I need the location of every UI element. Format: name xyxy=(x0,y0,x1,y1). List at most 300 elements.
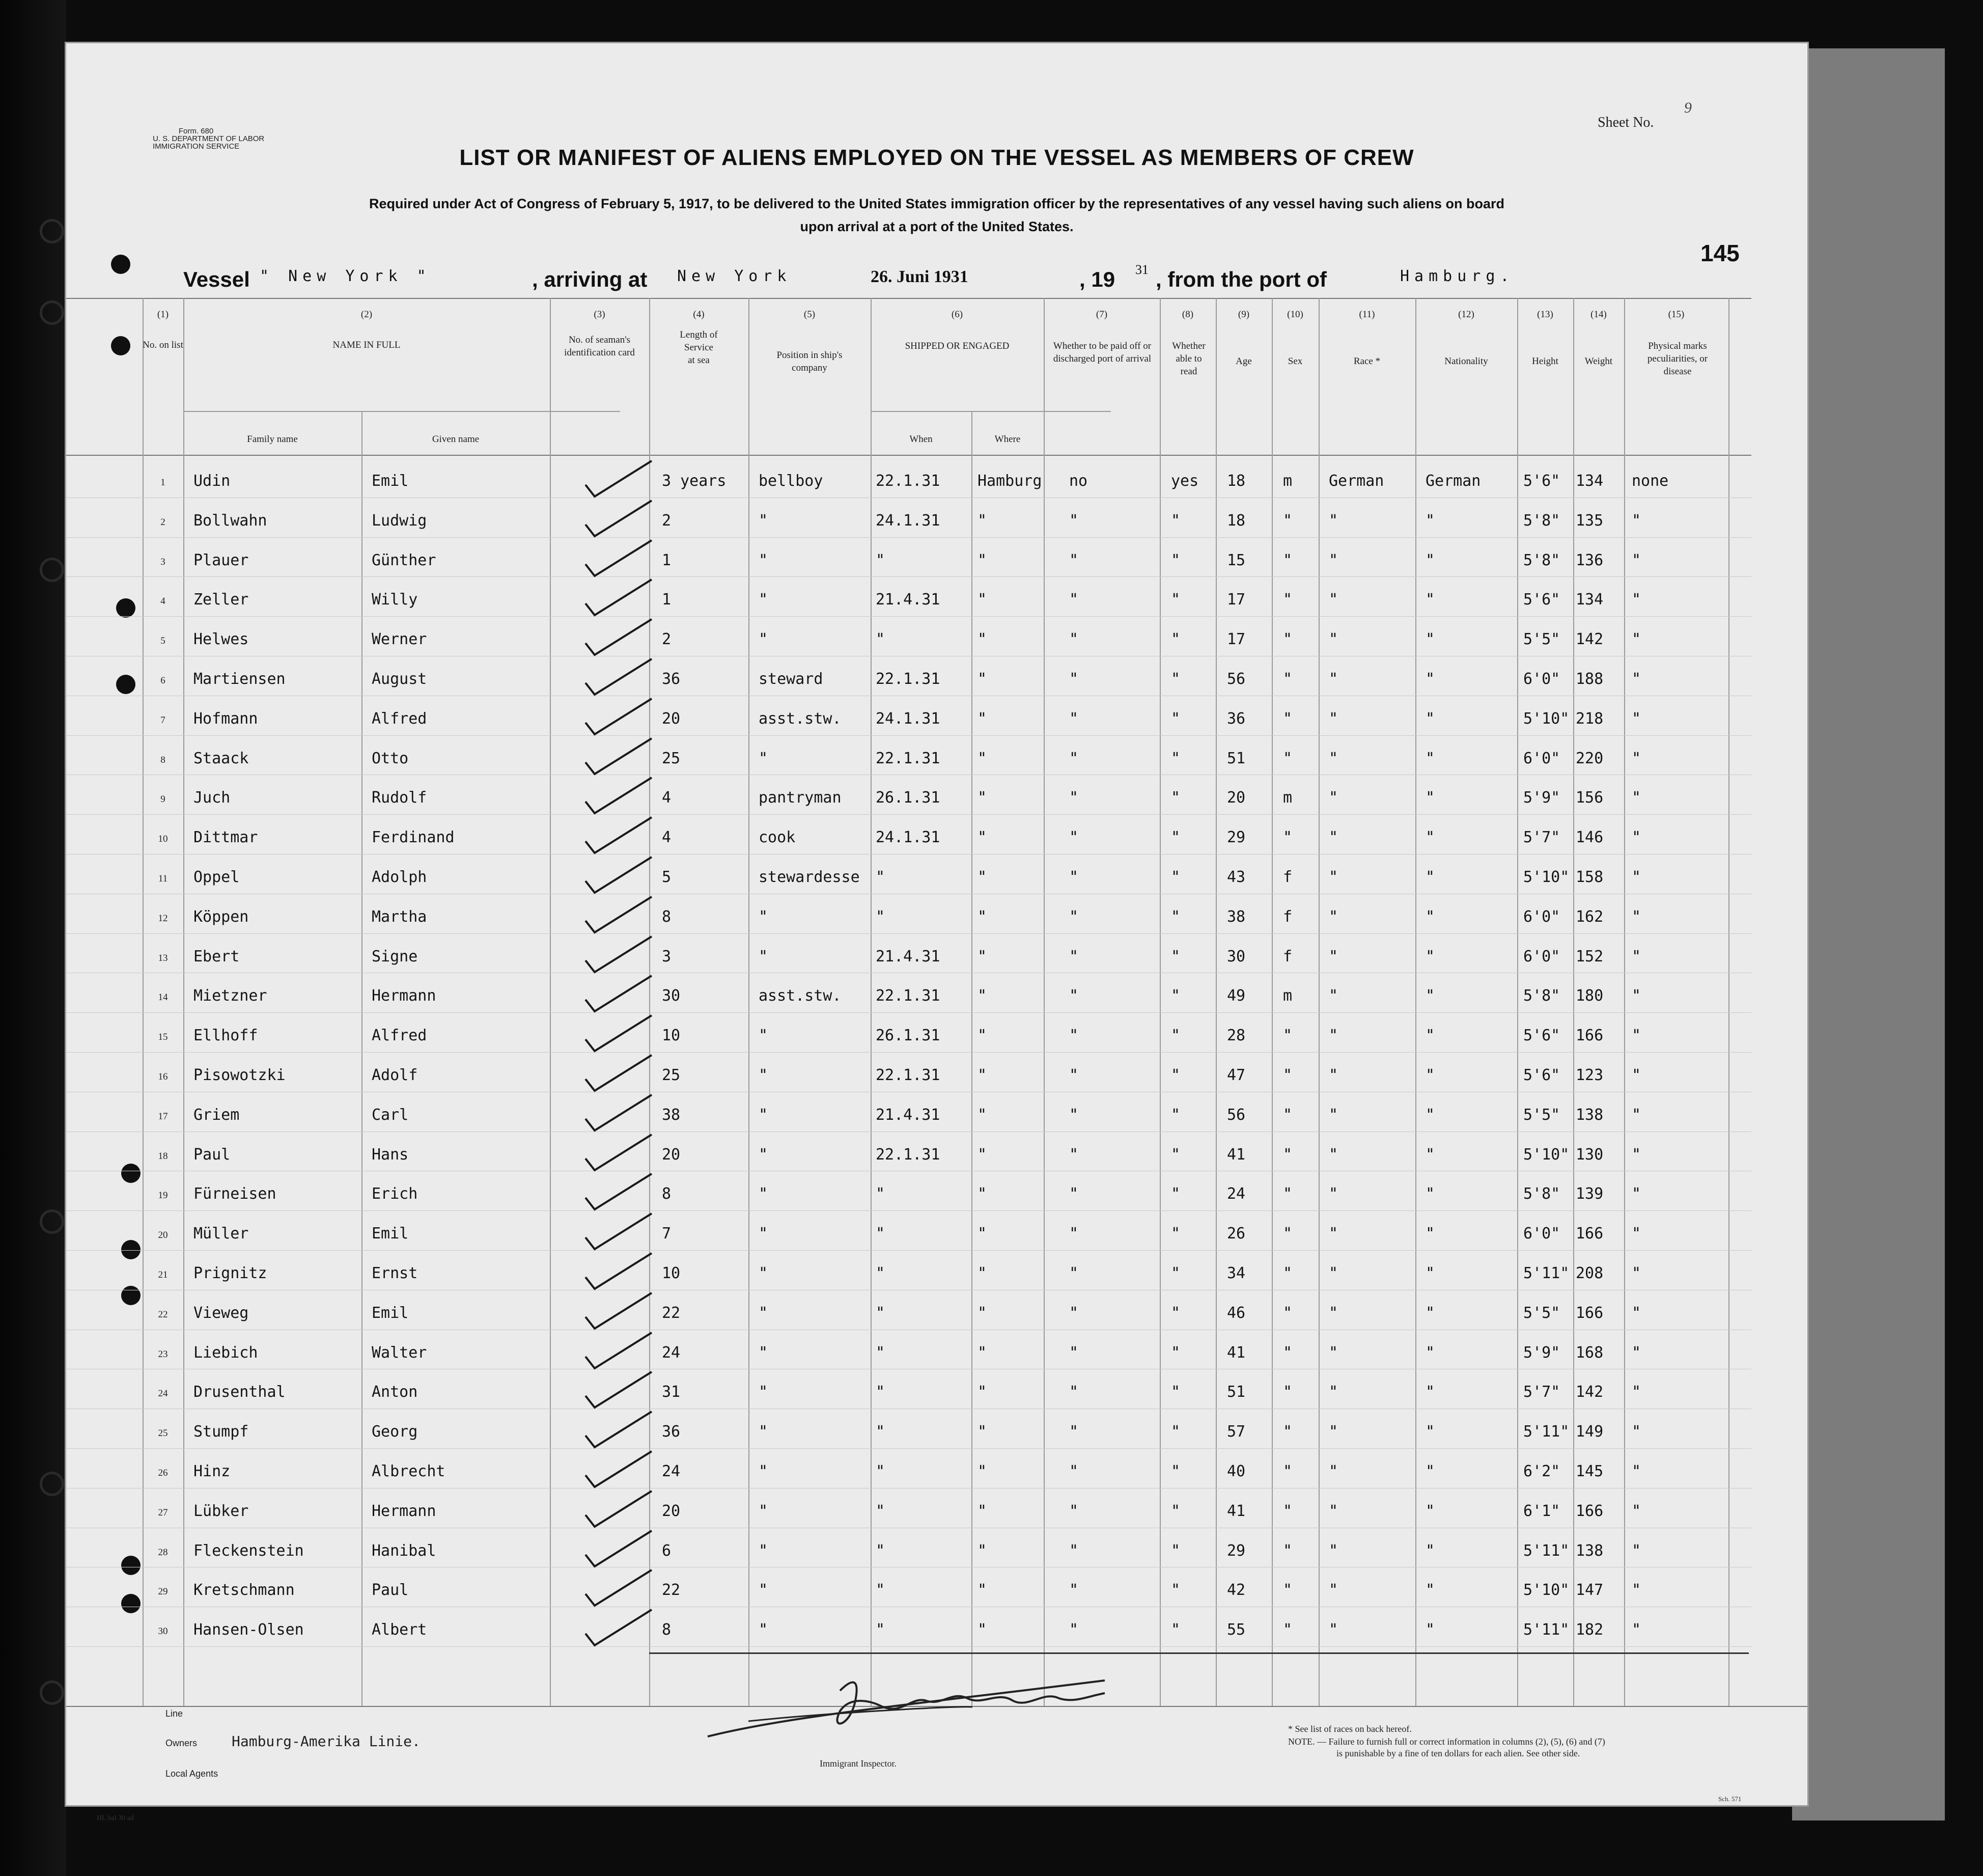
col-header-family: Family name xyxy=(247,434,298,445)
position: " xyxy=(759,551,768,569)
race: " xyxy=(1329,987,1338,1005)
family-name: Udin xyxy=(193,472,231,490)
service-length: 2 xyxy=(662,630,672,649)
col-header-no: No. on list xyxy=(143,340,183,350)
family-name: Plauer xyxy=(193,551,249,569)
nationality: " xyxy=(1426,630,1435,649)
physical-marks: " xyxy=(1632,789,1641,807)
shipped-where: " xyxy=(977,1225,987,1243)
position: " xyxy=(759,1383,768,1401)
paid-off: " xyxy=(1069,1463,1079,1480)
nationality: " xyxy=(1426,987,1435,1005)
check-mark-icon xyxy=(575,932,667,978)
service-length: 8 xyxy=(662,1185,672,1203)
sex: " xyxy=(1283,1581,1293,1599)
service-length: 4 xyxy=(662,789,672,807)
shipped-when: 24.1.31 xyxy=(876,829,940,847)
age: 24 xyxy=(1227,1185,1246,1203)
weight: 123 xyxy=(1576,1066,1604,1084)
service-length: 10 xyxy=(662,1027,681,1045)
row-number: 7 xyxy=(160,714,165,726)
age: 51 xyxy=(1227,749,1246,767)
physical-marks: " xyxy=(1632,1066,1641,1084)
paid-off: " xyxy=(1069,1423,1079,1441)
form-number: Form. 680 xyxy=(178,127,214,135)
nationality: German xyxy=(1426,472,1481,490)
vessel-label: Vessel xyxy=(183,267,250,291)
given-name: Günther xyxy=(372,551,436,569)
shipped-when: 26.1.31 xyxy=(876,1027,940,1045)
sex: " xyxy=(1283,1264,1293,1282)
check-mark-icon xyxy=(575,853,667,899)
nationality: " xyxy=(1426,1304,1435,1322)
shipped-where: " xyxy=(977,591,987,609)
able-to-read: " xyxy=(1171,1145,1181,1164)
family-name: Prignitz xyxy=(193,1264,267,1282)
nationality: " xyxy=(1426,749,1435,767)
shipped-where: " xyxy=(977,1621,987,1639)
height: 5'10" xyxy=(1523,1145,1570,1164)
service-length: 8 xyxy=(662,907,672,926)
row-rule xyxy=(66,1210,1751,1211)
age: 55 xyxy=(1227,1621,1246,1639)
shipped-where: " xyxy=(977,1106,987,1124)
check-mark-icon xyxy=(575,734,667,780)
service-length: 20 xyxy=(662,1502,681,1520)
row-number: 14 xyxy=(158,992,168,1003)
height: 5'10" xyxy=(1523,1581,1570,1599)
height: 5'5" xyxy=(1523,1304,1560,1322)
shipped-when: " xyxy=(876,1621,885,1639)
race: " xyxy=(1329,551,1338,569)
family-name: Mietzner xyxy=(193,987,267,1005)
paid-off: " xyxy=(1069,868,1079,886)
end-of-list-rule xyxy=(649,1652,1749,1654)
row-number: 1 xyxy=(160,477,165,488)
physical-marks: " xyxy=(1632,1027,1641,1045)
position: " xyxy=(759,591,768,609)
position: " xyxy=(759,1581,768,1599)
height: 5'8" xyxy=(1523,551,1560,569)
race: " xyxy=(1329,1463,1338,1480)
sex: " xyxy=(1283,1343,1293,1362)
nationality: " xyxy=(1426,947,1435,965)
penalty-note-1: NOTE. — Failure to furnish full or correct information in columns (2), (5), (6) and (7) xyxy=(1288,1736,1605,1747)
height: 5'9" xyxy=(1523,1343,1560,1362)
height: 5'5" xyxy=(1523,630,1560,649)
shipped-where: " xyxy=(977,947,987,965)
able-to-read: " xyxy=(1171,749,1181,767)
service-length: 5 xyxy=(662,868,672,886)
able-to-read: " xyxy=(1171,1225,1181,1243)
shipped-when: 24.1.31 xyxy=(876,511,940,530)
age: 46 xyxy=(1227,1304,1246,1322)
service-length: 30 xyxy=(662,987,681,1005)
able-to-read: " xyxy=(1171,829,1181,847)
service-length: 1 xyxy=(662,551,672,569)
race: " xyxy=(1329,1383,1338,1401)
age: 17 xyxy=(1227,630,1246,649)
row-number: 12 xyxy=(158,913,168,924)
weight: 152 xyxy=(1576,947,1604,965)
check-mark-icon xyxy=(575,1329,667,1374)
sex: " xyxy=(1283,1621,1293,1639)
given-name: Ferdinand xyxy=(372,829,455,847)
age: 42 xyxy=(1227,1581,1246,1599)
paid-off: " xyxy=(1069,1621,1079,1639)
physical-marks: " xyxy=(1632,907,1641,926)
weight: 182 xyxy=(1576,1621,1604,1639)
given-name: Walter xyxy=(372,1343,427,1362)
physical-marks: " xyxy=(1632,749,1641,767)
service-length: 20 xyxy=(662,1145,681,1164)
position: asst.stw. xyxy=(759,987,842,1005)
age: 20 xyxy=(1227,789,1246,807)
check-mark-icon xyxy=(575,457,667,503)
arrival-date: 26. Juni 1931 xyxy=(871,267,968,286)
binder-ring xyxy=(40,1209,64,1234)
col-header-service: Length of Service at sea xyxy=(680,329,718,366)
family-name: Vieweg xyxy=(193,1304,249,1322)
col-num-7: (7) xyxy=(1096,309,1108,320)
row-rule xyxy=(66,1448,1751,1449)
shipped-when: 22.1.31 xyxy=(876,1145,940,1164)
nationality: " xyxy=(1426,1145,1435,1164)
paid-off: " xyxy=(1069,1264,1079,1282)
weight: 136 xyxy=(1576,551,1604,569)
shipped-where: " xyxy=(977,511,987,530)
race: " xyxy=(1329,1621,1338,1639)
row-number: 20 xyxy=(158,1230,168,1241)
department: U. S. DEPARTMENT OF LABOR xyxy=(153,134,265,143)
height: 5'6" xyxy=(1523,1027,1560,1045)
weight: 218 xyxy=(1576,709,1604,728)
physical-marks: " xyxy=(1632,1145,1641,1164)
sex: " xyxy=(1283,749,1293,767)
sex: " xyxy=(1283,511,1293,530)
row-number: 10 xyxy=(158,834,168,845)
weight: 146 xyxy=(1576,829,1604,847)
sex: m xyxy=(1283,987,1293,1005)
family-name: Staack xyxy=(193,749,249,767)
race: " xyxy=(1329,1145,1338,1164)
physical-marks: " xyxy=(1632,1343,1641,1362)
height: 5'11" xyxy=(1523,1541,1570,1560)
weight: 168 xyxy=(1576,1343,1604,1362)
check-mark-icon xyxy=(575,1249,667,1295)
check-mark-icon xyxy=(575,1051,667,1097)
shipped-where: " xyxy=(977,789,987,807)
position: " xyxy=(759,947,768,965)
weight: 166 xyxy=(1576,1027,1604,1045)
paid-off: " xyxy=(1069,907,1079,926)
given-name: Ernst xyxy=(372,1264,418,1282)
col-header-nationality: Nationality xyxy=(1444,356,1488,367)
physical-marks: " xyxy=(1632,591,1641,609)
family-name: Zeller xyxy=(193,591,249,609)
able-to-read: " xyxy=(1171,1343,1181,1362)
printer-mark: HL bal 30 ad xyxy=(97,1814,134,1822)
service-length: 10 xyxy=(662,1264,681,1282)
service-length: 20 xyxy=(662,709,681,728)
col-num-13: (13) xyxy=(1537,309,1553,320)
age: 47 xyxy=(1227,1066,1246,1084)
height: 5'11" xyxy=(1523,1621,1570,1639)
row-number: 16 xyxy=(158,1071,168,1082)
weight: 135 xyxy=(1576,511,1604,530)
year-suffix: 31 xyxy=(1135,262,1149,277)
sex: f xyxy=(1283,868,1293,886)
check-mark-icon xyxy=(575,774,667,819)
position: bellboy xyxy=(759,472,823,490)
physical-marks: " xyxy=(1632,868,1641,886)
shipped-when: " xyxy=(876,907,885,926)
shipped-where: " xyxy=(977,1343,987,1362)
given-name: Signe xyxy=(372,947,418,965)
physical-marks: " xyxy=(1632,1463,1641,1480)
race: " xyxy=(1329,1106,1338,1124)
col-header-where: Where xyxy=(994,434,1021,445)
row-number: 27 xyxy=(158,1507,168,1518)
position: " xyxy=(759,1066,768,1084)
physical-marks: " xyxy=(1632,1502,1641,1520)
sex: " xyxy=(1283,1304,1293,1322)
check-mark-icon xyxy=(575,1011,667,1057)
able-to-read: " xyxy=(1171,630,1181,649)
shipped-when: " xyxy=(876,630,885,649)
given-name: Paul xyxy=(372,1581,409,1599)
position: " xyxy=(759,907,768,926)
line-label: Line xyxy=(165,1708,183,1719)
family-name: Ellhoff xyxy=(193,1027,258,1045)
age: 26 xyxy=(1227,1225,1246,1243)
shipped-when: 24.1.31 xyxy=(876,709,940,728)
age: 56 xyxy=(1227,670,1246,688)
check-mark-icon xyxy=(575,1170,667,1216)
page-title: LIST OR MANIFEST OF ALIENS EMPLOYED ON THE VESSEL AS MEMBERS OF CREW xyxy=(459,145,1414,170)
row-rule xyxy=(66,1250,1751,1251)
col-header-when: When xyxy=(909,434,933,445)
service-length: 36 xyxy=(662,1423,681,1441)
local-agents-label: Local Agents xyxy=(165,1769,218,1779)
service-length: 3 xyxy=(662,947,672,965)
shipped-where: " xyxy=(977,907,987,926)
sheet-no: 9 xyxy=(1684,99,1692,116)
check-mark-icon xyxy=(575,575,667,621)
nationality: " xyxy=(1426,1502,1435,1520)
col-header-race: Race * xyxy=(1353,356,1381,367)
shipped-when: " xyxy=(876,1423,885,1441)
height: 5'8" xyxy=(1523,1185,1560,1203)
weight: 147 xyxy=(1576,1581,1604,1599)
paid-off: " xyxy=(1069,1185,1079,1203)
check-mark-icon xyxy=(575,1289,667,1335)
service-length: 24 xyxy=(662,1343,681,1362)
age: 38 xyxy=(1227,907,1246,926)
shipped-when: " xyxy=(876,551,885,569)
age: 18 xyxy=(1227,511,1246,530)
check-mark-icon xyxy=(575,655,667,701)
nationality: " xyxy=(1426,1225,1435,1243)
physical-marks: " xyxy=(1632,551,1641,569)
inspector-signature xyxy=(687,1670,1146,1747)
age: 40 xyxy=(1227,1463,1246,1480)
height: 5'11" xyxy=(1523,1423,1570,1441)
position: " xyxy=(759,1423,768,1441)
check-mark-icon xyxy=(575,615,667,661)
paid-off: " xyxy=(1069,591,1079,609)
binder-ring xyxy=(40,558,64,582)
nationality: " xyxy=(1426,670,1435,688)
shipped-where: " xyxy=(977,749,987,767)
schedule-mark: Sch. 571 xyxy=(1718,1795,1742,1803)
col-num-5: (5) xyxy=(803,309,816,320)
family-name: Martiensen xyxy=(193,670,286,688)
stamp-number: 145 xyxy=(1700,240,1740,266)
nationality: " xyxy=(1426,1423,1435,1441)
able-to-read: " xyxy=(1171,1304,1181,1322)
col-num-11: (11) xyxy=(1359,309,1375,320)
shipped-where: " xyxy=(977,1264,987,1282)
position: " xyxy=(759,1343,768,1362)
check-mark-icon xyxy=(575,1408,667,1453)
race: " xyxy=(1329,1541,1338,1560)
age: 29 xyxy=(1227,829,1246,847)
col-header-weight: Weight xyxy=(1584,356,1613,367)
shipped-when: " xyxy=(876,868,885,886)
physical-marks: none xyxy=(1632,472,1669,490)
age: 41 xyxy=(1227,1343,1246,1362)
height: 6'0" xyxy=(1523,749,1560,767)
paid-off: " xyxy=(1069,709,1079,728)
sex: " xyxy=(1283,1383,1293,1401)
paid-off: " xyxy=(1069,1304,1079,1322)
shipped-when: " xyxy=(876,1383,885,1401)
manifest-sheet xyxy=(66,43,1807,1822)
row-rule xyxy=(66,537,1751,538)
family-name: Kretschmann xyxy=(193,1581,295,1599)
check-mark-icon xyxy=(575,1487,667,1533)
paid-off: " xyxy=(1069,1541,1079,1560)
service-length: 24 xyxy=(662,1463,681,1480)
col-header-given: Given name xyxy=(432,434,480,445)
race: " xyxy=(1329,591,1338,609)
shipped-where: " xyxy=(977,1027,987,1045)
paid-off: " xyxy=(1069,670,1079,688)
given-name: Martha xyxy=(372,907,427,926)
shipped-where: " xyxy=(977,1304,987,1322)
nationality: " xyxy=(1426,1463,1435,1480)
from-port-label: , from the port of xyxy=(1156,267,1327,291)
row-number: 15 xyxy=(158,1032,168,1043)
position: steward xyxy=(759,670,823,688)
sex: " xyxy=(1283,709,1293,728)
given-name: Hanibal xyxy=(372,1541,436,1560)
shipped-when: 22.1.31 xyxy=(876,1066,940,1084)
nationality: " xyxy=(1426,1185,1435,1203)
able-to-read: " xyxy=(1171,511,1181,530)
row-number: 22 xyxy=(158,1309,168,1320)
weight: 142 xyxy=(1576,1383,1604,1401)
shipped-where: " xyxy=(977,1541,987,1560)
row-rule xyxy=(66,616,1751,617)
position: " xyxy=(759,749,768,767)
able-to-read: " xyxy=(1171,1027,1181,1045)
height: 5'11" xyxy=(1523,1264,1570,1282)
row-rule xyxy=(66,814,1751,815)
race: German xyxy=(1329,472,1384,490)
physical-marks: " xyxy=(1632,709,1641,728)
row-number: 9 xyxy=(160,794,165,805)
row-number: 2 xyxy=(160,516,165,528)
col-header-age: Age xyxy=(1236,356,1252,367)
height: 5'8" xyxy=(1523,987,1560,1005)
position: " xyxy=(759,1027,768,1045)
family-name: Bollwahn xyxy=(193,511,267,530)
race: " xyxy=(1329,868,1338,886)
height: 5'6" xyxy=(1523,1066,1560,1084)
shipped-when: " xyxy=(876,1581,885,1599)
col-header-position: Position in ship's company xyxy=(776,350,843,373)
row-rule xyxy=(66,1052,1751,1053)
race: " xyxy=(1329,709,1338,728)
physical-marks: " xyxy=(1632,1383,1641,1401)
check-mark-icon xyxy=(575,1368,667,1414)
row-number: 13 xyxy=(158,952,168,963)
nationality: " xyxy=(1426,1027,1435,1045)
col-header-paid-off: Whether to be paid off or discharged port of arrival xyxy=(1053,341,1152,364)
given-name: Ludwig xyxy=(372,511,427,530)
col-num-8: (8) xyxy=(1182,309,1194,320)
weight: 138 xyxy=(1576,1106,1604,1124)
service-length: 2 xyxy=(662,511,672,530)
position: " xyxy=(759,1145,768,1164)
age: 49 xyxy=(1227,987,1246,1005)
family-name: Juch xyxy=(193,789,231,807)
weight: 134 xyxy=(1576,591,1604,609)
family-name: Oppel xyxy=(193,868,240,886)
family-name: Müller xyxy=(193,1225,249,1243)
able-to-read: " xyxy=(1171,1066,1181,1084)
height: 5'7" xyxy=(1523,829,1560,847)
weight: 220 xyxy=(1576,749,1604,767)
nationality: " xyxy=(1426,907,1435,926)
age: 29 xyxy=(1227,1541,1246,1560)
race: " xyxy=(1329,1423,1338,1441)
sex: " xyxy=(1283,1502,1293,1520)
sex: " xyxy=(1283,1066,1293,1084)
nationality: " xyxy=(1426,1343,1435,1362)
shipped-when: 26.1.31 xyxy=(876,789,940,807)
given-name: Erich xyxy=(372,1185,418,1203)
position: stewardesse xyxy=(759,868,860,886)
given-name: Werner xyxy=(372,630,427,649)
col-header-read: Whether able to read xyxy=(1172,341,1206,377)
binder-ring xyxy=(40,219,64,243)
row-rule xyxy=(66,576,1751,577)
row-number: 8 xyxy=(160,754,165,765)
paid-off: " xyxy=(1069,511,1079,530)
able-to-read: " xyxy=(1171,1621,1181,1639)
row-rule xyxy=(66,1646,1751,1647)
col-num-1: (1) xyxy=(157,309,169,320)
crew-rows xyxy=(66,298,1807,1706)
col-header-marks: Physical marks peculiarities, or disease xyxy=(1647,341,1708,377)
service-length: 8 xyxy=(662,1621,672,1639)
row-number: 4 xyxy=(160,596,165,607)
col-num-6: (6) xyxy=(951,309,963,320)
service-length: 22 xyxy=(662,1304,681,1322)
